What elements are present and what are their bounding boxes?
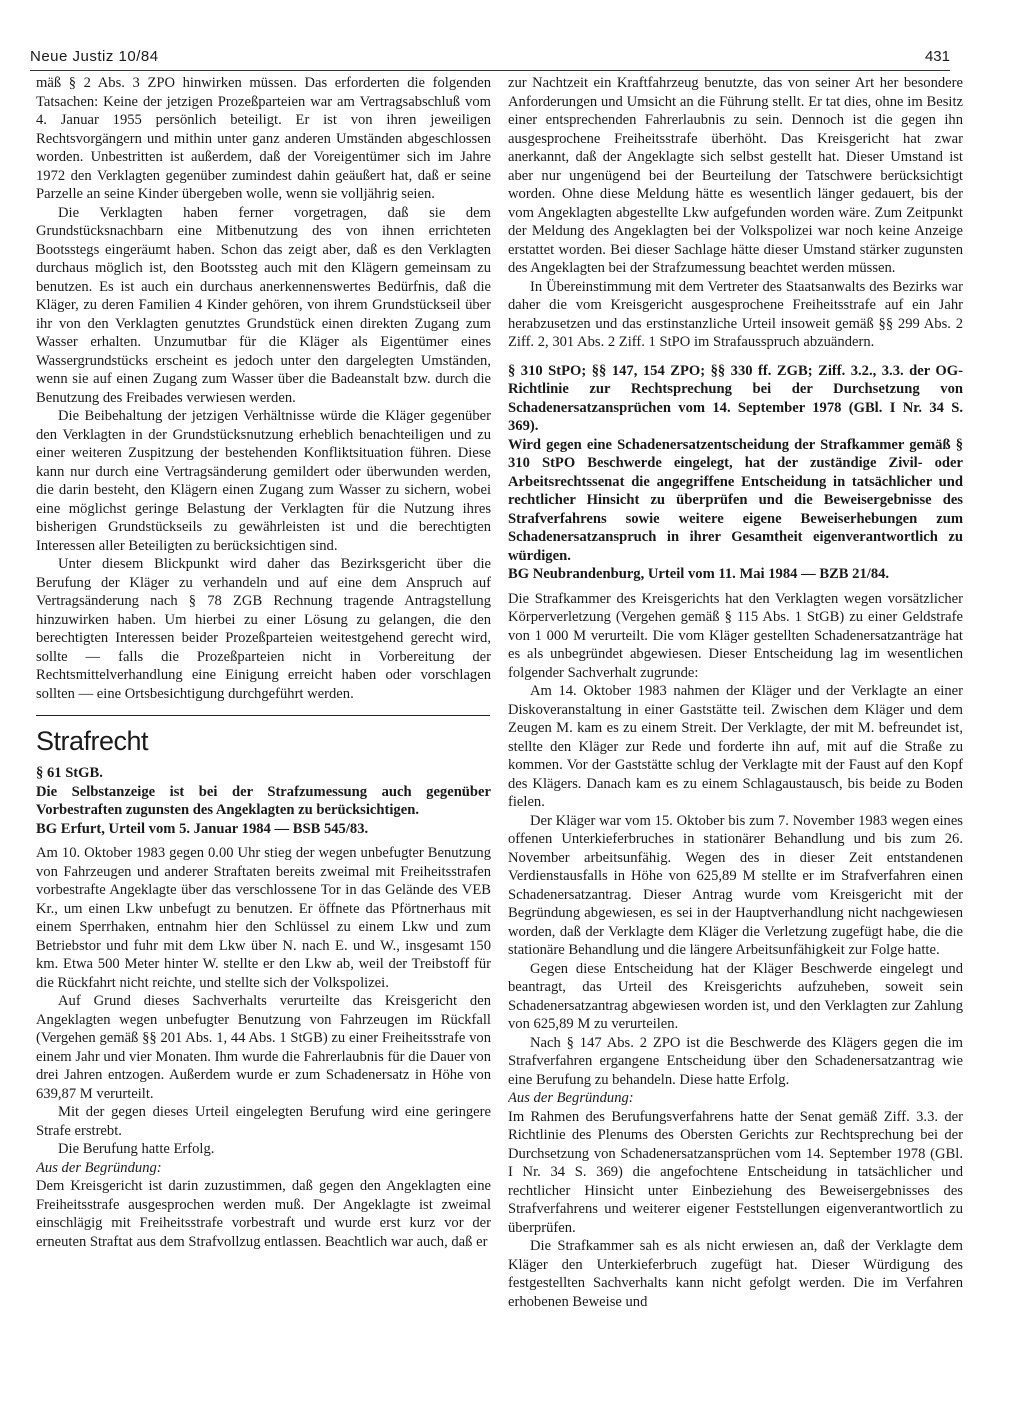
paragraph: Auf Grund dieses Sachverhalts verurteilte das Kreisgericht den Angeklagten wegen unbefugter Benutzung von Fahrzeugen im Rückfall (Vergehen gemäß §§ 201 Abs. 1, 44 Abs. 1 StGB) zu einer Freiheitsstrafe von einem Jahr und vier Monaten. Ihm wurde die Fahrerlaubnis für die Dauer von drei Jahren entzogen. Außerdem wurde er zum Schadenersatz in Höhe von 639,87 M verurteilt. <box>36 993 491 1102</box>
paragraph: Die Beibehaltung der jetzigen Verhältnisse würde die Kläger gegenüber den Verklagten in der Grundstücksnutzung erheblich benachteiligen und zu einer weiteren Zuspitzung der bestehenden Konfliktsituation führen. Diese kann nur durch eine Vertragsänderung gemildert oder überwunden werden, die darin besteht, den Klägern einen Zugang zum Wasser zu sichern, wobei eine möglichst geringe Belastung der Verklagten für die Nutzung ihres bisherigen Grundstückseils zu gewährleisten ist und die berechtigten Interessen aller Beteiligten zu berücksichtigen sind. <box>36 408 491 554</box>
paragraph: zur Nachtzeit ein Kraftfahrzeug benutzte, das von seiner Art her besondere Anforderungen und Umsicht an die Führung stellt. Er tat dies, ohne im Besitz einer entsprechenden Fahrerlaubnis zu sein. Dennoch ist die gegen ihn ausgesprochene Freiheitsstrafe überhöht. Das Kreisgericht hat zwar anerkannt, daß der Angeklagte sich selbst gestellt hat. Dieser Umstand ist aber nur ungenügend bei der Beurteilung der Tatschwere berücksichtigt worden. Ohne diese Meldung hätte es wesentlich länger gedauert, bis der vom Angeklagten abgestellte Lkw aufgefunden worden wäre. Zum Zeitpunkt der Meldung des Angeklagten bei der Volkspolizei war noch keine Anzeige erstattet worden. Bei dieser Sachlage hätte dieser Umstand stärker zugunsten des Angeklagten bei der Strafzumessung beachtet werden müssen. <box>508 75 963 276</box>
paragraph: Mit der gegen dieses Urteil eingelegten Berufung wird eine geringere Strafe erstrebt. <box>36 1104 491 1139</box>
paragraph: Die Berufung hatte Erfolg. <box>58 1141 215 1157</box>
page-number: 431 <box>924 48 950 65</box>
journal-title: Neue Justiz 10/84 <box>30 48 159 65</box>
section-divider <box>36 715 490 716</box>
left-column <box>36 74 491 1404</box>
paragraph: Die Strafkammer des Kreisgerichts hat den Verklagten wegen vorsätzlicher Körperverletzung (Vergehen gemäß § 115 Abs. 1 StGB) zu einer Geldstrafe von 1 000 M verurteilt. Die vom Kläger gestellten Schadenersatzanträge hat es als unbegründet abgewiesen. Dieser Entscheidung lag im wesentlichen folgender Sachverhalt zugrunde: <box>508 590 963 681</box>
paragraph: Die Verklagten haben ferner vorgetragen, daß sie dem Grundstücksnachbarn eine Mitbenutzung des von ihnen errichteten Bootsstegs eingeräumt haben. Schon das zeigt aber, daß es den Verklagten durchaus möglich ist, den Bootssteg auch mit den Klägern gemeinsam zu benutzen. Es ist auch ein durchaus anerkennenswertes Bedürfnis, daß die Kläger, zu deren Familien 4 Kinder gehören, von ihrem Grundstückseil über ihr von den Verklagten genutztes Grundstück einen direkten Zugang zum Wasser erhalten. Unzumutbar für die Kläger als Eigentümer eines Wassergrundstücks erscheint es jedoch unter den dargelegten Umständen, wenn sie auf einen Zugang zum Wasser über die Badeanstalt bzw. durch die Benutzung des Freibades verwiesen werden. <box>36 204 491 406</box>
page-header <box>30 48 950 70</box>
court-citation: BG Erfurt, Urteil vom 5. Januar 1984 — BSB 545/83. <box>36 820 369 837</box>
right-column <box>508 74 963 1404</box>
paragraph: Der Kläger war vom 15. Oktober bis zum 7. November 1983 wegen eines offenen Unterkieferbruches in stationärer Behandlung und bis zum 26. November arbeitsunfähig. Wegen des in dieser Zeit entstandenen Verdienstausfalls in Höhe von 625,89 M stellte er im Strafverfahren einen Schadenersatzantrag. Dieser Antrag wurde vom Kreisgericht mit der Begründung abgewiesen, es sei in der Hauptverhandlung nicht nachgewiesen worden, daß der Verklagte dem Kläger die Verletzung zugefügt habe, die die stationäre Behandlung und die längere Arbeitsunfähigkeit zur Folge hatte. <box>508 812 963 958</box>
paragraph: Im Rahmen des Berufungsverfahrens hatte der Senat gemäß Ziff. 3.3. der Richtlinie des Plenums des Obersten Gerichts zur Rechtsprechung bei der Durchsetzung von Schadenersatzansprüchen vom 14. September 1978 (GBl. I Nr. 34 S. 369) die angefochtene Entscheidung in tatsächlicher und rechtlicher Hinsicht unter Einbeziehung des Beweisergebnisses des Strafverfahrens und weiterer eigener Feststellungen eigenverantwortlich zu überprüfen. <box>508 1108 963 1236</box>
law-reference: § 310 StPO; §§ 147, 154 ZPO; §§ 330 ff. ZGB; Ziff. 3.2., 3.3. der OG-Richtlinie zur Rechtsprechung bei der Durchsetzung von Schadenersatzansprüchen vom 14. September 1978 (GBl. I Nr. 34 S. 369). <box>508 362 963 434</box>
court-citation: BG Neubrandenburg, Urteil vom 11. Mai 1984 — BZB 21/84. <box>508 566 890 582</box>
section-title: Strafrecht <box>36 726 149 756</box>
headnote: Wird gegen eine Schadenersatzentscheidung der Strafkammer gemäß § 310 StPO Beschwerde eingelegt, hat der zuständige Zivil- oder Arbeitsrechtssenat die angegriffene Entscheidung in tatsächlicher und rechtlicher Hinsicht zu überprüfen und die Beweisergebnisse des Strafverfahrens sowie weitere eigene Beweiserhebungen zum Schadenersatzanspruch in ihrer Gesamtheit eigenverantwortlich zu würdigen. <box>508 436 963 564</box>
paragraph: Unter diesem Blickpunkt wird daher das Bezirksgericht über die Berufung der Kläger zu verhandeln und auf eine dem Anspruch auf Vertragsänderung nach § 78 ZGB Rechnung tragende Antragstellung hinzuwirken haben. Um hierbei zu einer Lösung zu gelangen, die den berechtigten Interessen beider Prozeßparteien weitestgehend gerecht wird, sollte — falls die Prozeßparteien nicht in Vorbereitung der Rechtsmittelverhandlung eine Einigung erreicht haben oder vorschlagen sollten — eine Ortsbesichtigung durchgeführt werden. <box>36 556 491 702</box>
paragraph: Am 14. Oktober 1983 nahmen der Kläger und der Verklagte an einer Diskoveranstaltung in einer Gaststätte teil. Zwischen dem Kläger und dem Zeugen M. kam es zu einem Streit. Der Verklagte, der mit M. befreundet ist, stellte den Kläger zur Rede und forderte ihn auf, mit auf die Straße zu kommen. Vor der Gaststätte schlug der Verklagte mit der Faust auf den Kopf des Klägers. Danach kam es zu einem Schlagaustausch, bis beide zu Boden fielen. <box>508 683 963 810</box>
law-reference: § 61 StGB. <box>36 765 103 781</box>
paragraph: mäß § 2 Abs. 3 ZPO hinwirken müssen. Das erforderten die folgenden Tatsachen: Keine der jetzigen Prozeßparteien war am Vertragsabschluß vom 4. Januar 1955 persönlich beteiligt. Er ist von ihren jeweiligen Rechtsvorgängern und mithin unter ganz anderen Umständen abgeschlossen worden. Unbestritten ist außerdem, daß der Voreigentümer sich im Jahre 1972 den Verklagten gegenüber zumindest dahin geäußert hat, daß er seine Parzelle an seine Kinder übergeben wolle, wenn sie volljährig seien. <box>36 75 491 202</box>
paragraph: Am 10. Oktober 1983 gegen 0.00 Uhr stieg der wegen unbefugter Benutzung von Fahrzeugen und anderer Straftaten bereits zweimal mit Freiheitsstrafen vorbestrafte Angeklagte über das verschlossene Tor in das Gelände des VEB Kr., um einen Lkw unbefugt zu benutzen. Er öffnete das Pförtnerhaus mit einem Sperrhaken, entnahm hier den Schlüssel zu einem Lkw und zum Betriebstor und fuhr mit dem Lkw über N. nach E. und W., insgesamt 150 km. Etwa 500 Meter hinter W. stellte er den Lkw ab, weil der Treibstoff für die Rückfahrt nicht reichte, und stellte sich der Volkspolizei. <box>36 845 491 991</box>
subheading: Aus der Begründung: <box>36 1159 162 1176</box>
paragraph: Nach § 147 Abs. 2 ZPO ist die Beschwerde des Klägers gegen die im Strafverfahren ergangene Entscheidung über den Schadenersatzantrag wie eine Berufung zu behandeln. Diese hatte Erfolg. <box>508 1034 963 1088</box>
paragraph: Die Strafkammer sah es als nicht erwiesen an, daß der Verklagte dem Kläger den Unterkieferbruch zugefügt hat. Dieser Würdigung des festgestellten Sachverhalts kann nicht gefolgt werden. Die im Verfahren erhobenen Beweise und <box>508 1238 963 1310</box>
paragraph: Dem Kreisgericht ist darin zuzustimmen, daß gegen den Angeklagten eine Freiheitsstrafe ausgesprochen werden muß. Der Angeklagte ist zweimal einschlägig mit Freiheitsstrafe vorbestraft und wurde erst kurz vor der erneuten Straftat aus dem Strafvollzug entlassen. Beachtlich war auch, daß er <box>36 1178 491 1250</box>
subheading: Aus der Begründung: <box>508 1090 634 1106</box>
paragraph: In Übereinstimmung mit dem Vertreter des Staatsanwalts des Bezirks war daher die vom Kreisgericht ausgesprochene Freiheitsstrafe auf ein Jahr herabzusetzen und das erstinstanzliche Urteil insoweit gemäß §§ 299 Abs. 2 Ziff. 2, 301 Abs. 2 Ziff. 1 StPO im Strafausspruch abzuändern. <box>508 278 963 350</box>
headnote: Die Selbstanzeige ist bei der Strafzumessung auch gegenüber Vorbestraften zugunsten des Angeklagten zu berücksichtigen. <box>36 783 491 818</box>
paragraph: Gegen diese Entscheidung hat der Kläger Beschwerde eingelegt und beantragt, das Urteil des Kreisgerichts aufzuheben, soweit sein Schadenersatzantrag abgewiesen worden ist, und den Verklagten zur Zahlung von 625,89 M zu verurteilen. <box>508 960 963 1032</box>
header-rule <box>30 70 950 71</box>
